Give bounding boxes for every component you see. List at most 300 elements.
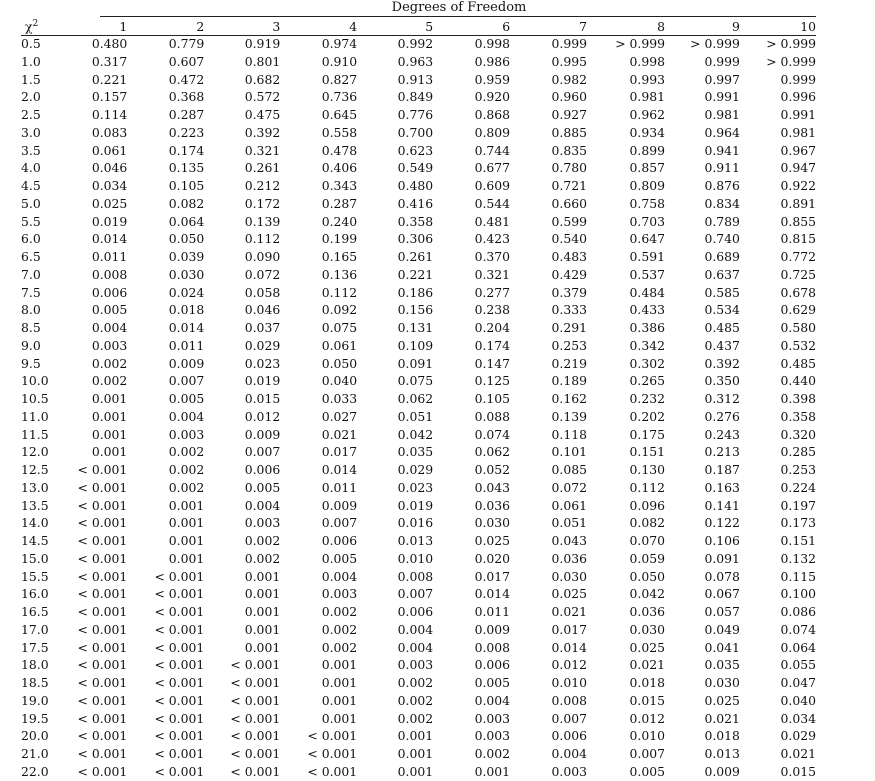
table-row xyxy=(21,301,816,319)
probability-cell: 0.036 xyxy=(551,550,588,566)
probability-cell: 0.163 xyxy=(704,479,740,495)
probability-cell: < 0.001 xyxy=(154,692,205,708)
probability-cell: < 0.001 xyxy=(230,763,281,779)
probability-cell: 0.187 xyxy=(704,462,740,477)
probability-cell: 0.115 xyxy=(780,568,816,584)
probability-cell: 0.834 xyxy=(704,195,740,211)
chi-square-value-cell: 20.0 xyxy=(21,728,49,744)
probability-cell: 0.991 xyxy=(704,89,740,105)
probability-cell: 0.199 xyxy=(321,231,358,247)
probability-cell: 0.067 xyxy=(704,586,740,602)
probability-cell: 0.197 xyxy=(780,497,816,513)
probability-cell: 0.025 xyxy=(704,692,740,708)
probability-cell: 0.287 xyxy=(168,107,205,122)
probability-cell: < 0.001 xyxy=(77,675,128,690)
probability-cell: 0.429 xyxy=(551,266,588,282)
probability-cell: 0.333 xyxy=(551,302,588,318)
chi-square-value-cell: 2.5 xyxy=(21,107,41,122)
chi-superscript: 2 xyxy=(32,18,39,29)
probability-cell: 0.085 xyxy=(551,462,588,477)
probability-cell: 0.700 xyxy=(397,124,434,140)
probability-cell: 0.082 xyxy=(168,195,205,211)
probability-cell: 0.001 xyxy=(91,391,128,406)
probability-cell: 0.002 xyxy=(168,479,205,495)
probability-cell: 0.052 xyxy=(474,462,511,477)
probability-cell: < 0.001 xyxy=(154,728,205,744)
probability-cell: 0.392 xyxy=(244,124,281,140)
probability-cell: 0.012 xyxy=(551,657,588,673)
probability-cell: 0.006 xyxy=(91,284,128,300)
table-row xyxy=(21,142,816,160)
probability-cell: 0.006 xyxy=(551,728,588,744)
chi-square-value-cell: 15.0 xyxy=(21,550,49,566)
probability-cell: 0.036 xyxy=(474,497,511,513)
probability-cell: 0.005 xyxy=(321,550,358,566)
probability-cell: 0.008 xyxy=(474,639,511,655)
probability-cell: 0.114 xyxy=(91,107,128,122)
probability-cell: 0.030 xyxy=(704,675,740,690)
probability-cell: 0.007 xyxy=(244,444,281,460)
probability-cell: 0.544 xyxy=(474,195,511,211)
probability-cell: < 0.001 xyxy=(307,746,358,761)
probability-cell: < 0.001 xyxy=(77,515,128,531)
probability-cell: 0.004 xyxy=(474,692,511,708)
probability-cell: 0.549 xyxy=(397,160,434,176)
probability-cell: 0.029 xyxy=(397,462,434,477)
probability-cell: 0.101 xyxy=(551,444,588,460)
probability-cell: 0.027 xyxy=(321,408,358,424)
probability-cell: 0.919 xyxy=(244,36,281,51)
chi-square-value-cell: 6.5 xyxy=(21,249,41,264)
probability-cell: 0.174 xyxy=(168,142,205,158)
probability-cell: 0.030 xyxy=(168,266,205,282)
probability-cell: < 0.001 xyxy=(77,604,128,619)
probability-cell: 0.276 xyxy=(704,408,740,424)
probability-cell: 0.004 xyxy=(321,568,358,584)
probability-cell: < 0.001 xyxy=(77,763,128,779)
probability-cell: 0.011 xyxy=(321,479,358,495)
table-row xyxy=(21,284,816,302)
probability-cell: 0.040 xyxy=(321,373,358,389)
probability-cell: < 0.001 xyxy=(77,710,128,726)
probability-cell: 0.175 xyxy=(629,426,665,442)
probability-cell: 0.891 xyxy=(780,195,816,211)
probability-cell: 0.042 xyxy=(629,586,665,602)
df-header: 7 xyxy=(579,18,588,34)
probability-cell: 0.018 xyxy=(168,302,205,318)
probability-cell: 0.475 xyxy=(244,107,281,122)
probability-cell: < 0.001 xyxy=(307,728,358,744)
probability-cell: < 0.001 xyxy=(154,604,205,619)
probability-cell: 0.629 xyxy=(780,302,816,318)
probability-cell: 0.321 xyxy=(474,266,511,282)
probability-cell: 0.130 xyxy=(629,462,665,477)
probability-cell: 0.023 xyxy=(244,355,281,371)
table-row xyxy=(21,426,816,444)
df-header: 2 xyxy=(196,18,205,34)
probability-cell: 0.849 xyxy=(397,89,434,105)
probability-cell: 0.005 xyxy=(629,763,665,779)
probability-cell: 0.165 xyxy=(321,249,358,264)
probability-cell: 0.876 xyxy=(704,178,740,193)
probability-cell: < 0.001 xyxy=(77,692,128,708)
probability-cell: 0.607 xyxy=(168,53,205,69)
probability-cell: 0.112 xyxy=(321,284,358,300)
chi-square-value-cell: 5.5 xyxy=(21,213,41,229)
probability-cell: 0.010 xyxy=(397,550,434,566)
probability-cell: 0.003 xyxy=(397,657,434,673)
probability-cell: 0.291 xyxy=(551,320,588,335)
probability-cell: 0.014 xyxy=(551,639,588,655)
probability-cell: 0.015 xyxy=(629,692,665,708)
probability-cell: 0.623 xyxy=(397,142,434,158)
chi-square-value-cell: 18.0 xyxy=(21,657,49,673)
probability-cell: 0.677 xyxy=(474,160,511,176)
df-header: 5 xyxy=(425,18,434,34)
probability-cell: 0.033 xyxy=(321,391,358,406)
probability-cell: 0.008 xyxy=(91,266,128,282)
probability-cell: 0.025 xyxy=(551,586,588,602)
probability-cell: 0.050 xyxy=(168,231,205,247)
probability-cell: 0.261 xyxy=(397,249,434,264)
probability-cell: 0.014 xyxy=(168,320,205,335)
probability-cell: 0.002 xyxy=(397,675,434,690)
table-row xyxy=(21,159,816,177)
table-row xyxy=(21,53,816,71)
probability-cell: 0.827 xyxy=(321,71,358,87)
probability-cell: 0.321 xyxy=(244,142,281,158)
table-row xyxy=(21,479,816,497)
chi-square-table xyxy=(21,17,816,781)
probability-cell: 0.001 xyxy=(91,444,128,460)
probability-cell: < 0.001 xyxy=(154,710,205,726)
table-caption: Degrees of Freedom xyxy=(391,0,527,15)
probability-cell: < 0.001 xyxy=(77,533,128,548)
probability-cell: 0.609 xyxy=(474,178,511,193)
probability-cell: 0.591 xyxy=(629,249,665,264)
table-row xyxy=(21,177,816,195)
probability-cell: 0.350 xyxy=(704,373,740,389)
probability-cell: 0.967 xyxy=(780,142,816,158)
probability-cell: 0.406 xyxy=(321,160,358,176)
probability-cell: 0.037 xyxy=(244,320,281,335)
chi-square-value-cell: 6.0 xyxy=(21,231,41,247)
probability-cell: 0.046 xyxy=(91,160,128,176)
probability-cell: 0.003 xyxy=(321,586,358,602)
chi-square-value-cell: 9.0 xyxy=(21,337,41,353)
probability-cell: 0.991 xyxy=(780,107,816,122)
probability-cell: 0.001 xyxy=(168,515,205,531)
probability-cell: 0.009 xyxy=(321,497,358,513)
probability-cell: 0.058 xyxy=(244,284,281,300)
probability-cell: 0.922 xyxy=(780,178,816,193)
table-row xyxy=(21,337,816,355)
probability-cell: 0.558 xyxy=(321,124,358,140)
probability-cell: 0.009 xyxy=(704,763,740,779)
table-row xyxy=(21,106,816,124)
probability-cell: 0.042 xyxy=(397,426,434,442)
probability-cell: 0.001 xyxy=(91,426,128,442)
table-row xyxy=(21,355,816,373)
probability-cell: 0.485 xyxy=(780,355,816,371)
probability-cell: 0.920 xyxy=(474,89,511,105)
probability-cell: < 0.001 xyxy=(230,675,281,690)
chi-square-value-cell: 5.0 xyxy=(21,195,41,211)
probability-cell: 0.112 xyxy=(244,231,281,247)
probability-cell: 0.433 xyxy=(629,302,665,318)
probability-cell: 0.024 xyxy=(168,284,205,300)
probability-cell: 0.440 xyxy=(780,373,816,389)
probability-cell: 0.835 xyxy=(551,142,588,158)
probability-cell: 0.019 xyxy=(91,213,128,229)
chi-square-value-cell: 3.5 xyxy=(21,142,41,158)
probability-cell: 0.139 xyxy=(244,213,281,229)
probability-cell: 0.025 xyxy=(474,533,511,548)
probability-cell: 0.019 xyxy=(244,373,281,389)
probability-cell: 0.040 xyxy=(780,692,816,708)
probability-cell: 0.772 xyxy=(780,249,816,264)
probability-cell: 0.986 xyxy=(474,53,511,69)
probability-cell: 0.721 xyxy=(551,178,588,193)
chi-square-value-cell: 2.0 xyxy=(21,89,41,105)
df-header: 3 xyxy=(272,18,281,34)
probability-cell: 0.368 xyxy=(168,89,205,105)
probability-cell: 0.580 xyxy=(780,320,816,335)
table-row xyxy=(21,603,816,621)
probability-cell: 0.320 xyxy=(780,426,816,442)
probability-cell: 0.008 xyxy=(551,692,588,708)
df-header: 4 xyxy=(349,18,358,34)
table-row xyxy=(21,461,816,479)
probability-cell: 0.001 xyxy=(321,710,358,726)
probability-cell: 0.061 xyxy=(551,497,588,513)
probability-cell: < 0.001 xyxy=(230,657,281,673)
probability-cell: 0.789 xyxy=(704,213,740,229)
chi-square-value-cell: 1.5 xyxy=(21,71,41,87)
probability-cell: 0.776 xyxy=(397,107,434,122)
probability-cell: 0.285 xyxy=(780,444,816,460)
probability-cell: 0.682 xyxy=(244,71,281,87)
probability-cell: < 0.001 xyxy=(77,728,128,744)
probability-cell: 0.001 xyxy=(244,586,281,602)
probability-cell: 0.999 xyxy=(704,53,740,69)
probability-cell: 0.035 xyxy=(397,444,434,460)
probability-cell: 0.004 xyxy=(397,621,434,637)
probability-cell: 0.011 xyxy=(474,604,511,619)
probability-cell: 0.088 xyxy=(474,408,511,424)
probability-cell: 0.001 xyxy=(168,497,205,513)
probability-cell: 0.010 xyxy=(629,728,665,744)
probability-cell: 0.809 xyxy=(629,178,665,193)
chi-square-header xyxy=(21,17,72,35)
probability-cell: 0.213 xyxy=(704,444,740,460)
probability-cell: 0.689 xyxy=(704,249,740,264)
probability-cell: 0.009 xyxy=(244,426,281,442)
table-row xyxy=(21,319,816,337)
probability-cell: 0.139 xyxy=(551,408,588,424)
probability-cell: 0.186 xyxy=(397,284,434,300)
table-row xyxy=(21,710,816,728)
probability-cell: 0.003 xyxy=(168,426,205,442)
probability-cell: 0.050 xyxy=(629,568,665,584)
table-row xyxy=(21,195,816,213)
probability-cell: < 0.001 xyxy=(154,746,205,761)
table-row xyxy=(21,35,816,53)
probability-cell: 0.064 xyxy=(168,213,205,229)
probability-cell: 0.478 xyxy=(321,142,358,158)
probability-cell: < 0.001 xyxy=(230,728,281,744)
chi-square-value-cell: 8.0 xyxy=(21,302,41,318)
probability-cell: 0.001 xyxy=(244,568,281,584)
probability-cell: 0.046 xyxy=(244,302,281,318)
chi-square-value-cell: 21.0 xyxy=(21,746,49,761)
probability-cell: 0.057 xyxy=(704,604,740,619)
table-row xyxy=(21,390,816,408)
probability-cell: 0.062 xyxy=(474,444,511,460)
probability-cell: 0.960 xyxy=(551,89,588,105)
probability-cell: 0.981 xyxy=(780,124,816,140)
probability-cell: 0.059 xyxy=(629,550,665,566)
probability-cell: 0.091 xyxy=(704,550,740,566)
probability-cell: 0.147 xyxy=(474,355,511,371)
probability-cell: 0.204 xyxy=(474,320,511,335)
probability-cell: 0.261 xyxy=(244,160,281,176)
probability-cell: 0.913 xyxy=(397,71,434,87)
probability-cell: 0.100 xyxy=(780,586,816,602)
probability-cell: 0.151 xyxy=(629,444,665,460)
df-header: 6 xyxy=(502,18,511,34)
probability-cell: 0.012 xyxy=(244,408,281,424)
probability-cell: 0.004 xyxy=(168,408,205,424)
probability-cell: 0.015 xyxy=(780,763,816,779)
probability-cell: 0.002 xyxy=(91,355,128,371)
probability-cell: 0.004 xyxy=(91,320,128,335)
probability-cell: 0.092 xyxy=(321,302,358,318)
probability-cell: 0.023 xyxy=(397,479,434,495)
probability-cell: 0.998 xyxy=(629,53,665,69)
probability-cell: 0.483 xyxy=(551,249,588,264)
probability-cell: 0.009 xyxy=(168,355,205,371)
probability-cell: 0.017 xyxy=(321,444,358,460)
probability-cell: 0.003 xyxy=(244,515,281,531)
probability-cell: 0.481 xyxy=(474,213,511,229)
probability-cell: 0.998 xyxy=(474,36,511,51)
chi-square-value-cell: 3.0 xyxy=(21,124,41,140)
probability-cell: 0.981 xyxy=(629,89,665,105)
chi-square-value-cell: 0.5 xyxy=(21,36,41,51)
probability-cell: 0.157 xyxy=(91,89,128,105)
chi-square-value-cell: 17.5 xyxy=(21,639,49,655)
probability-cell: 0.041 xyxy=(704,639,740,655)
probability-cell: 0.091 xyxy=(397,355,434,371)
probability-cell: 0.002 xyxy=(321,621,358,637)
probability-cell: 0.982 xyxy=(551,71,588,87)
probability-cell: 0.086 xyxy=(780,604,816,619)
probability-cell: 0.136 xyxy=(321,266,358,282)
chi-square-value-cell: 19.0 xyxy=(21,692,49,708)
probability-cell: < 0.001 xyxy=(77,586,128,602)
probability-cell: 0.122 xyxy=(704,515,740,531)
probability-cell: 0.078 xyxy=(704,568,740,584)
probability-cell: 0.725 xyxy=(780,266,816,282)
probability-cell: 0.423 xyxy=(474,231,511,247)
probability-cell: 0.221 xyxy=(91,71,128,87)
probability-cell: 0.540 xyxy=(551,231,588,247)
probability-cell: 0.030 xyxy=(474,515,511,531)
probability-cell: 0.064 xyxy=(780,639,816,655)
probability-cell: 0.007 xyxy=(168,373,205,389)
probability-cell: 0.780 xyxy=(551,160,588,176)
probability-cell: 0.014 xyxy=(91,231,128,247)
table-row xyxy=(21,443,816,461)
probability-cell: 0.386 xyxy=(629,320,665,335)
probability-cell: 0.001 xyxy=(244,639,281,655)
probability-cell: 0.287 xyxy=(321,195,358,211)
probability-cell: 0.238 xyxy=(474,302,511,318)
probability-cell: 0.020 xyxy=(474,550,511,566)
probability-cell: 0.857 xyxy=(629,160,665,176)
probability-cell: > 0.999 xyxy=(615,36,665,51)
probability-cell: < 0.001 xyxy=(77,497,128,513)
probability-cell: 0.141 xyxy=(704,497,740,513)
table-row xyxy=(21,124,816,142)
probability-cell: 0.484 xyxy=(629,284,665,300)
probability-cell: 0.083 xyxy=(91,124,128,140)
probability-cell: < 0.001 xyxy=(154,639,205,655)
probability-cell: 0.018 xyxy=(629,675,665,690)
probability-cell: < 0.001 xyxy=(154,763,205,779)
probability-cell: 0.072 xyxy=(244,266,281,282)
probability-cell: < 0.001 xyxy=(230,692,281,708)
chi-square-value-cell: 8.5 xyxy=(21,320,41,335)
probability-cell: 0.317 xyxy=(91,53,128,69)
probability-cell: 0.173 xyxy=(780,515,816,531)
probability-cell: 0.189 xyxy=(551,373,588,389)
table-row xyxy=(21,230,816,248)
chi-square-value-cell: 16.0 xyxy=(21,586,49,602)
probability-cell: 0.072 xyxy=(551,479,588,495)
probability-cell: 0.996 xyxy=(780,89,816,105)
probability-cell: 0.004 xyxy=(397,639,434,655)
probability-cell: 0.003 xyxy=(474,710,511,726)
probability-cell: 0.997 xyxy=(704,71,740,87)
chi-square-value-cell: 7.5 xyxy=(21,284,41,300)
probability-cell: 0.021 xyxy=(321,426,358,442)
table-row xyxy=(21,71,816,89)
probability-cell: 0.212 xyxy=(244,178,281,193)
probability-cell: 0.061 xyxy=(321,337,358,353)
table-row xyxy=(21,621,816,639)
probability-cell: 0.006 xyxy=(321,533,358,548)
table-body xyxy=(21,35,816,781)
chi-square-value-cell: 16.5 xyxy=(21,604,49,619)
probability-cell: 0.302 xyxy=(629,355,665,371)
chi-square-value-cell: 14.5 xyxy=(21,533,49,548)
chi-symbol: χ xyxy=(25,18,33,34)
probability-cell: 0.034 xyxy=(91,178,128,193)
table-row xyxy=(21,674,816,692)
table-row xyxy=(21,532,816,550)
probability-cell: 0.941 xyxy=(704,142,740,158)
probability-cell: 0.106 xyxy=(704,533,740,548)
probability-cell: 0.021 xyxy=(629,657,665,673)
probability-cell: 0.090 xyxy=(244,249,281,264)
probability-cell: 0.029 xyxy=(780,728,816,744)
probability-cell: 0.030 xyxy=(551,568,588,584)
probability-cell: 0.678 xyxy=(780,284,816,300)
chi-square-value-cell: 11.5 xyxy=(21,426,49,442)
probability-cell: 0.018 xyxy=(704,728,740,744)
